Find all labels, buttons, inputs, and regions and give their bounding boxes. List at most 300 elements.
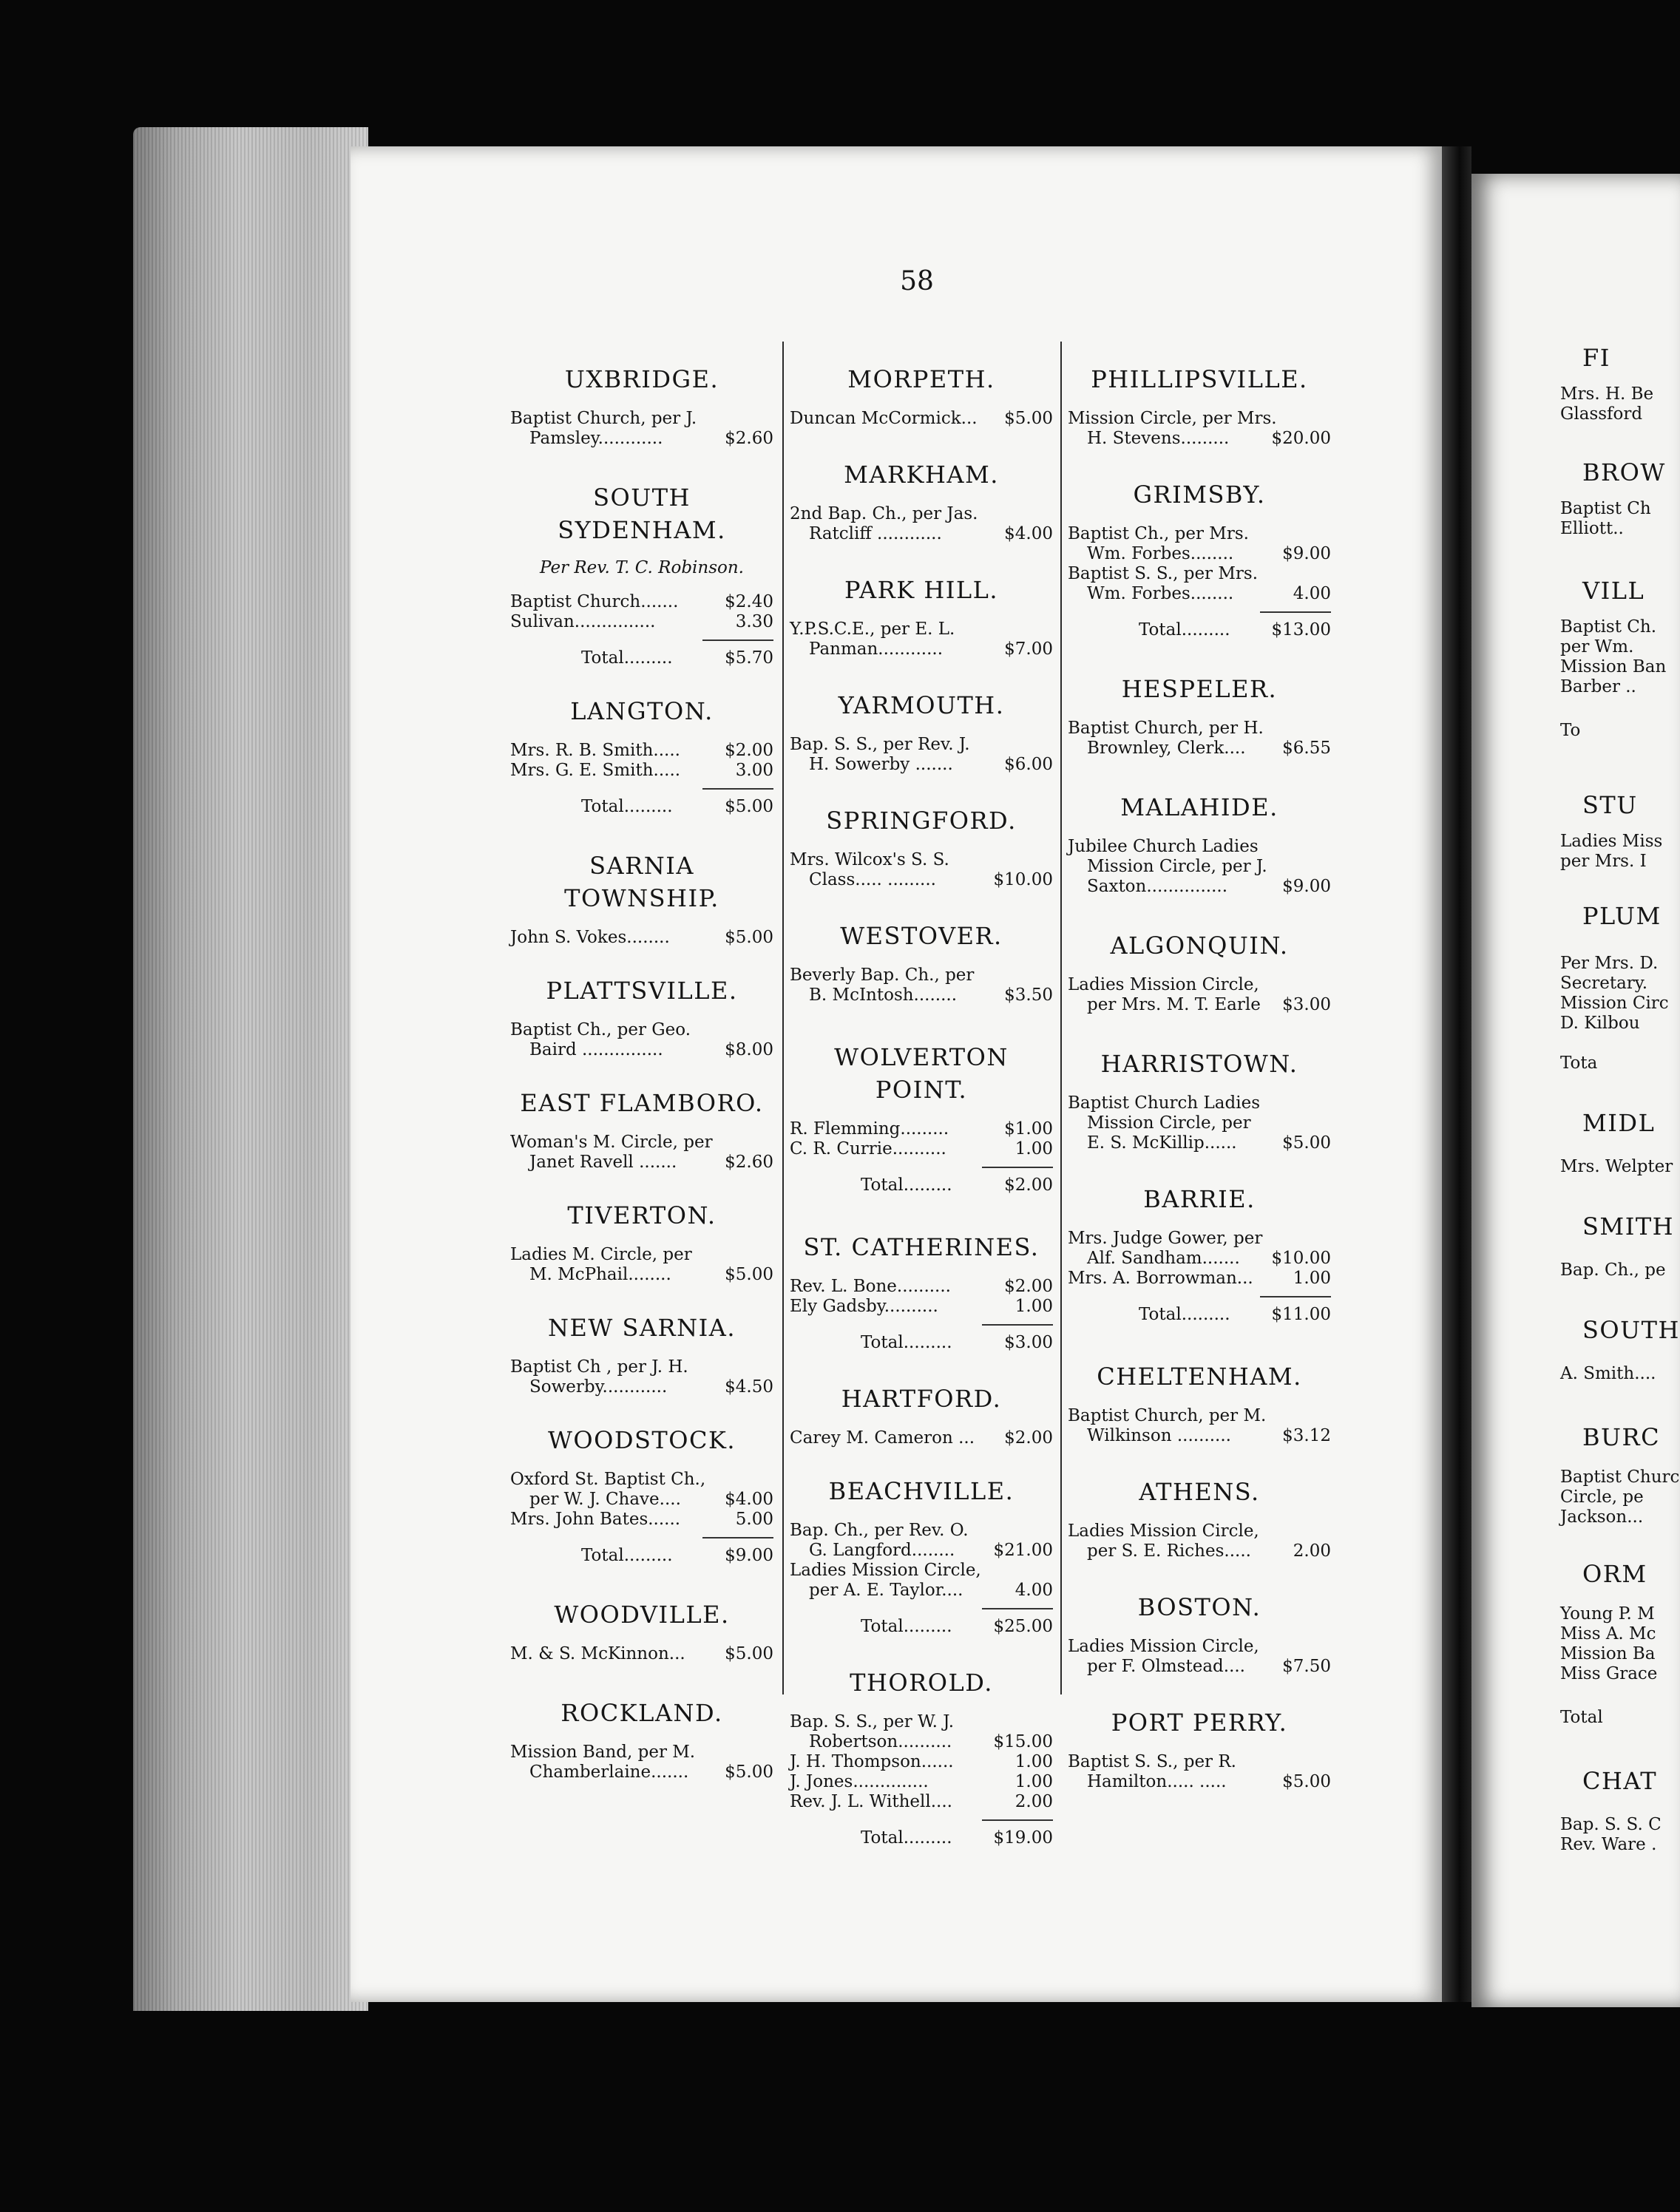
contribution-entry (510, 409, 773, 449)
contributor-line: Bap. S. S., per W. J. (790, 1712, 955, 1731)
facing-line: Bap. Ch., pe (1560, 1261, 1666, 1280)
contribution-entry (510, 1644, 773, 1664)
facing-line: per Mrs. I (1560, 852, 1647, 871)
section-heading: PARK HILL. (844, 576, 999, 604)
section-yarmouth (790, 689, 1053, 775)
contributor-line: Ladies Mission Circle, (1068, 975, 1259, 994)
contributor-line: Ladies Mission Circle, (1068, 1521, 1259, 1541)
facing-page (1471, 174, 1680, 2007)
section-hespeler (1068, 673, 1331, 759)
contribution-amount: 1.00 (1293, 1269, 1331, 1288)
contribution-entry (790, 504, 1053, 544)
contribution-amount: $3.50 (1004, 985, 1053, 1005)
contribution-entry (1068, 1752, 1331, 1792)
facing-line: Mission Circ (1560, 994, 1669, 1013)
section-heading: SARNIA TOWNSHIP. (564, 852, 719, 912)
contribution-amount: $21.00 (993, 1541, 1053, 1560)
contribution-amount: $1.00 (1004, 1119, 1053, 1139)
contributor-line: Baptist S. S., per R. (1068, 1752, 1236, 1771)
contribution-amount: $2.40 (725, 592, 773, 611)
section-total (790, 1617, 1053, 1637)
section-heading: PLATTSVILLE. (546, 977, 738, 1005)
section-total (510, 648, 773, 668)
facing-line: Ladies Miss (1560, 832, 1663, 851)
contribution-amount: $15.00 (993, 1732, 1053, 1751)
contributor-name (510, 761, 773, 781)
section-grimsby (1068, 478, 1331, 640)
contributor-line: Duncan McCormick... (790, 409, 978, 428)
contribution-amount: $2.00 (1004, 1277, 1053, 1296)
total-label: Total......... (861, 1828, 952, 1848)
section-springford (790, 804, 1053, 890)
contributor-line: Jubilee Church Ladies (1068, 837, 1259, 856)
contributor-line: Bap. S. S., per Rev. J. (790, 735, 970, 754)
contributor-line: Mrs. Wilcox's S. S. (790, 850, 949, 869)
contributor-line: per A. E. Taylor.... (809, 1581, 963, 1600)
section-morpeth (790, 363, 1053, 429)
contribution-entry (1068, 719, 1331, 759)
contribution-entry (790, 1752, 1053, 1772)
section-heading: HARRISTOWN. (1100, 1050, 1298, 1078)
contributor-name (790, 1139, 1053, 1159)
contributor-line: per F. Olmstead.... (1087, 1657, 1245, 1676)
contributor-line: Baptist Ch , per J. H. (510, 1357, 688, 1377)
contributor-line: Wilkinson .......... (1087, 1426, 1231, 1445)
contributor-name (790, 1772, 1053, 1792)
contribution-entry (1068, 409, 1331, 449)
contributor-line: E. S. McKillip...... (1087, 1133, 1237, 1153)
contribution-entry (510, 1357, 773, 1397)
contributor-line: Rev. J. L. Withell.... (790, 1792, 952, 1811)
contributor-line: J. Jones.............. (790, 1772, 929, 1791)
section-heading: EAST FLAMBORO. (520, 1089, 764, 1117)
contribution-amount: $2.60 (725, 1153, 773, 1172)
contribution-amount: $3.00 (1282, 995, 1331, 1014)
contribution-entry (790, 1428, 1053, 1448)
contribution-entry (790, 1792, 1053, 1812)
contribution-amount: 2.00 (1293, 1541, 1331, 1561)
contributor-line: Bap. Ch., per Rev. O. (790, 1521, 969, 1540)
contribution-entry (1068, 1521, 1331, 1561)
section-south-sydenham (510, 481, 773, 668)
contribution-entry (510, 761, 773, 781)
contributor-line: Baptist Ch., per Mrs. (1068, 524, 1249, 543)
contribution-amount: 2.00 (1015, 1792, 1053, 1811)
contributor-line: Baptist Church Ladies (1068, 1093, 1260, 1113)
total-label: Total......... (581, 648, 673, 668)
contribution-amount: $8.00 (725, 1040, 773, 1059)
section-tiverton (510, 1199, 773, 1285)
section-markham (790, 458, 1053, 544)
contributor-name (790, 1792, 1053, 1812)
total-label: Total......... (861, 1617, 952, 1636)
contribution-amount: 1.00 (1015, 1772, 1053, 1791)
contributor-name (510, 612, 773, 632)
contribution-entry (790, 966, 1053, 1005)
facing-line: Per Mrs. D. (1560, 954, 1659, 973)
column-rule (1060, 342, 1062, 1694)
contributor-line: M. & S. McKinnon... (510, 1644, 685, 1663)
contribution-amount: $5.00 (1004, 409, 1053, 428)
contribution-entry (510, 1133, 773, 1173)
contributor-line: Ely Gadsby.......... (790, 1297, 938, 1316)
contributor-line: Ladies Mission Circle, (1068, 1637, 1259, 1656)
contribution-amount: $2.00 (1004, 1428, 1053, 1448)
section-heading: YARMOUTH. (838, 691, 1005, 719)
section-total (1068, 1305, 1331, 1325)
contribution-amount: $6.55 (1282, 739, 1331, 758)
contribution-amount: $4.00 (1004, 524, 1053, 543)
contributor-line: Oxford St. Baptist Ch., (510, 1470, 706, 1489)
contributor-name (1068, 1269, 1331, 1289)
contributor-line: Baptist Church, per H. (1068, 719, 1264, 738)
total-amount: $5.70 (725, 648, 773, 668)
contributor-line: Class..... ......... (809, 870, 936, 889)
contributor-line: Baptist S. S., per Mrs. (1068, 564, 1259, 583)
facing-heading: SMITH (1582, 1212, 1675, 1241)
section-phillipsville (1068, 363, 1331, 449)
page-number: 58 (900, 266, 934, 296)
section-heading: MALAHIDE. (1120, 793, 1278, 821)
section-total (510, 797, 773, 817)
facing-heading: STU (1582, 791, 1638, 819)
section-heading: BARRIE. (1143, 1185, 1256, 1213)
section-heading: WOODVILLE. (554, 1601, 730, 1629)
contributor-line: Mrs. R. B. Smith..... (510, 741, 680, 760)
section-heading: BEACHVILLE. (828, 1477, 1015, 1505)
contributor-name (1068, 1521, 1331, 1561)
contributor-line: Mission Circle, per (1087, 1113, 1251, 1133)
total-amount: $13.00 (1271, 620, 1331, 639)
facing-line: Barber .. (1560, 677, 1636, 696)
section-heading: MARKHAM. (844, 461, 999, 489)
facing-line: Glassford (1560, 404, 1643, 424)
contributor-line: Y.P.S.C.E., per E. L. (790, 620, 955, 639)
total-label: Total......... (581, 1546, 673, 1565)
contributor-line: Alf. Sandham....... (1087, 1249, 1240, 1268)
contribution-amount: 3.00 (735, 761, 773, 780)
contributor-line: Mission Band, per M. (510, 1743, 696, 1762)
contributor-line: Janet Ravell ....... (529, 1153, 677, 1172)
facing-line: Mrs. H. Be (1560, 384, 1654, 404)
facing-heading: CHAT (1582, 1767, 1658, 1795)
section-heading: HESPELER. (1121, 675, 1278, 703)
section-malahide (1068, 791, 1331, 897)
section-westover (790, 920, 1053, 1005)
contribution-amount: $7.50 (1282, 1657, 1331, 1676)
section-note: Per Rev. T. C. Robinson. (540, 558, 744, 577)
contribution-entry (790, 1119, 1053, 1139)
facing-heading: PLUM (1582, 902, 1662, 930)
section-woodstock (510, 1424, 773, 1566)
contribution-entry (510, 1245, 773, 1285)
total-label: Total......... (1139, 620, 1230, 639)
contribution-amount: $5.00 (725, 928, 773, 947)
contribution-entry (1068, 1093, 1331, 1153)
contributor-name (1068, 564, 1331, 604)
facing-line: Jackson... (1560, 1507, 1644, 1527)
total-amount: $25.00 (993, 1617, 1053, 1636)
contributor-line: Ladies M. Circle, per (510, 1245, 692, 1264)
contribution-entry (1068, 1229, 1331, 1269)
facing-heading: BURC (1582, 1423, 1661, 1451)
facing-line: Tota (1560, 1054, 1598, 1073)
facing-line: Mission Ba (1560, 1644, 1656, 1663)
section-park-hill (790, 574, 1053, 659)
contribution-entry (790, 1561, 1053, 1601)
contributor-line: Baird ............... (529, 1040, 663, 1059)
section-st-catherines (790, 1231, 1053, 1353)
section-cheltenham (1068, 1360, 1331, 1446)
contribution-entry (1068, 1406, 1331, 1446)
contributor-line: H. Sowerby ....... (809, 755, 953, 774)
contribution-entry (510, 928, 773, 948)
contributor-line: per S. E. Riches..... (1087, 1541, 1251, 1561)
section-total (1068, 620, 1331, 640)
contributor-line: Mrs. A. Borrowman... (1068, 1269, 1253, 1288)
contribution-entry (790, 409, 1053, 429)
facing-line: Mrs. Welpter (1560, 1157, 1673, 1176)
contributor-line: Sowerby............ (529, 1377, 668, 1397)
contribution-amount: $2.60 (725, 429, 773, 448)
contribution-entry (790, 1521, 1053, 1561)
facing-heading: BROW (1582, 458, 1666, 486)
contribution-entry (1068, 975, 1331, 1015)
contributor-line: Mission Circle, per Mrs. (1068, 409, 1277, 428)
section-heading: WOLVERTON POINT. (834, 1043, 1009, 1104)
section-heading: WOODSTOCK. (547, 1426, 736, 1454)
facing-heading: ORM (1582, 1560, 1647, 1588)
contribution-entry (1068, 1637, 1331, 1677)
section-heading: LANGTON. (570, 697, 714, 725)
section-rockland (510, 1697, 773, 1782)
section-total (790, 1175, 1053, 1195)
section-heading: NEW SARNIA. (548, 1314, 736, 1342)
contribution-amount: $5.00 (1282, 1133, 1331, 1153)
contributor-line: M. McPhail........ (529, 1265, 671, 1284)
facing-line: Secretary. (1560, 974, 1648, 993)
column-rule (782, 342, 784, 1694)
contributor-name (790, 1561, 1053, 1601)
contributor-line: Ratcliff ............ (809, 524, 942, 543)
contribution-entry (1068, 837, 1331, 897)
section-hartford (790, 1382, 1053, 1448)
facing-line: D. Kilbou (1560, 1014, 1640, 1033)
contribution-amount: $3.12 (1282, 1426, 1331, 1445)
facing-line: Baptist Ch. (1560, 617, 1657, 637)
section-total (510, 1546, 773, 1566)
contribution-entry (510, 741, 773, 761)
section-heading: ST. CATHERINES. (803, 1233, 1040, 1261)
contributor-line: 2nd Bap. Ch., per Jas. (790, 504, 978, 523)
contributor-line: Carey M. Cameron ... (790, 1428, 975, 1448)
contribution-amount: $2.00 (725, 741, 773, 760)
facing-heading: FI (1582, 344, 1610, 372)
section-heading: SPRINGFORD. (826, 807, 1017, 835)
contributor-line: Mission Circle, per J. (1087, 857, 1267, 876)
total-label: Total......... (1139, 1305, 1230, 1324)
contribution-amount: 4.00 (1293, 584, 1331, 603)
total-amount: $5.00 (725, 797, 773, 816)
contribution-amount: $4.50 (725, 1377, 773, 1397)
contributor-line: Baptist Church, per M. (1068, 1406, 1267, 1425)
facing-heading: VILL (1582, 577, 1645, 605)
contributor-line: Wm. Forbes........ (1087, 584, 1234, 603)
contributor-line: H. Stevens......... (1087, 429, 1230, 448)
facing-heading: MIDL (1582, 1109, 1656, 1137)
facing-line: Baptist Churc (1560, 1468, 1680, 1487)
contributor-line: Pamsley............ (529, 429, 663, 448)
column-2 (790, 336, 1053, 1848)
section-heading: GRIMSBY. (1133, 481, 1266, 509)
section-boston (1068, 1591, 1331, 1677)
contributor-line: G. Langford........ (809, 1541, 955, 1560)
contribution-entry (1068, 524, 1331, 564)
contribution-amount: 1.00 (1015, 1297, 1053, 1316)
contribution-amount: $10.00 (993, 870, 1053, 889)
contributor-line: Baptist Ch., per Geo. (510, 1020, 691, 1039)
section-heading: UXBRIDGE. (564, 365, 719, 393)
section-heading: MORPETH. (847, 365, 995, 393)
contribution-amount: $5.00 (1282, 1772, 1331, 1791)
book-page-stack (133, 127, 368, 2011)
facing-line: To (1560, 721, 1581, 740)
contributor-line: Wm. Forbes........ (1087, 544, 1234, 563)
section-barrie (1068, 1183, 1331, 1325)
contributor-line: J. H. Thompson...... (790, 1752, 954, 1771)
contribution-amount: $6.00 (1004, 755, 1053, 774)
section-heading: SOUTH SYDENHAM. (558, 484, 726, 544)
contributor-line: Baptist Church, per J. (510, 409, 697, 428)
section-langton (510, 695, 773, 817)
section-total (790, 1828, 1053, 1848)
contributor-name (510, 1510, 773, 1530)
contributor-name (790, 1752, 1053, 1772)
contributor-line: Woman's M. Circle, per (510, 1133, 713, 1152)
contribution-entry (790, 735, 1053, 775)
section-heading: ATHENS. (1139, 1478, 1260, 1506)
contribution-amount: $7.00 (1004, 639, 1053, 659)
facing-line: Baptist Ch (1560, 499, 1651, 518)
total-amount: $2.00 (1004, 1175, 1053, 1195)
facing-line: A. Smith.... (1560, 1364, 1656, 1383)
contribution-amount: 3.30 (735, 612, 773, 631)
contribution-entry (510, 612, 773, 632)
section-athens (1068, 1476, 1331, 1561)
contribution-entry (790, 1297, 1053, 1317)
section-harristown (1068, 1048, 1331, 1153)
total-label: Total......... (861, 1175, 952, 1195)
contributor-line: Mrs. Judge Gower, per (1068, 1229, 1263, 1248)
contributor-line: Ladies Mission Circle, (790, 1561, 981, 1580)
contributor-line: Hamilton..... ..... (1087, 1772, 1227, 1791)
facing-line: Total (1560, 1708, 1603, 1727)
contribution-entry (510, 1470, 773, 1510)
section-thorold (790, 1666, 1053, 1848)
contributor-line: Saxton............... (1087, 877, 1228, 896)
contribution-entry (790, 1139, 1053, 1159)
contributor-line: Beverly Bap. Ch., per (790, 966, 975, 985)
contribution-entry (510, 592, 773, 612)
total-amount: $11.00 (1271, 1305, 1331, 1324)
section-total (790, 1333, 1053, 1353)
facing-line: Miss A. Mc (1560, 1624, 1656, 1643)
contributor-line: Chamberlaine....... (529, 1763, 689, 1782)
facing-line: Elliott.. (1560, 519, 1624, 538)
section-heading: THOROLD. (850, 1669, 993, 1697)
contributor-line: Baptist Church....... (510, 592, 679, 611)
total-amount: $9.00 (725, 1546, 773, 1565)
contribution-amount: $4.00 (725, 1490, 773, 1509)
contribution-amount: $5.00 (725, 1644, 773, 1663)
contributor-line: B. McIntosh........ (809, 985, 958, 1005)
facing-line: Miss Grace (1560, 1664, 1658, 1683)
contributor-line: Rev. L. Bone.......... (790, 1277, 951, 1296)
contribution-entry (790, 850, 1053, 890)
contribution-amount: $5.00 (725, 1265, 773, 1284)
facing-line: per Wm. (1560, 637, 1634, 657)
contribution-entry (790, 1772, 1053, 1792)
facing-line: Young P. M (1560, 1604, 1655, 1624)
facing-line: Bap. S. S. C (1560, 1815, 1662, 1834)
total-amount: $3.00 (1004, 1333, 1053, 1352)
contribution-entry (510, 1020, 773, 1060)
contributor-line: per W. J. Chave.... (529, 1490, 681, 1509)
section-heading: WESTOVER. (840, 922, 1003, 950)
section-heading: HARTFORD. (841, 1385, 1002, 1413)
section-heading: ALGONQUIN. (1110, 932, 1289, 960)
contribution-entry (790, 1712, 1053, 1752)
facing-line: Rev. Ware . (1560, 1835, 1657, 1854)
total-label: Total......... (861, 1333, 952, 1352)
contributor-line: Mrs. John Bates...... (510, 1510, 681, 1529)
contribution-entry (790, 620, 1053, 659)
total-label: Total......... (581, 797, 673, 816)
section-plattsville (510, 974, 773, 1060)
section-algonquin (1068, 929, 1331, 1015)
facing-line: Circle, pe (1560, 1487, 1644, 1507)
contribution-amount: 4.00 (1015, 1581, 1053, 1600)
facing-heading: SOUTH (1582, 1316, 1680, 1344)
section-uxbridge (510, 363, 773, 449)
contribution-entry (790, 1277, 1053, 1297)
column-3 (1068, 336, 1331, 1792)
section-heading: PHILLIPSVILLE. (1091, 365, 1308, 393)
contributor-name (790, 1297, 1053, 1317)
section-new-sarnia (510, 1312, 773, 1397)
contribution-entry (1068, 1269, 1331, 1289)
book-gutter (1442, 146, 1471, 2002)
contributor-line: C. R. Currie.......... (790, 1139, 946, 1158)
contributor-line: Robertson.......... (809, 1732, 952, 1751)
section-east-flamboro (510, 1087, 773, 1173)
section-wolverton-point (790, 1041, 1053, 1195)
contribution-amount: $5.00 (725, 1763, 773, 1782)
contribution-amount: $9.00 (1282, 544, 1331, 563)
section-heading: CHELTENHAM. (1097, 1363, 1302, 1391)
contributor-line: R. Flemming......... (790, 1119, 949, 1139)
contributor-line: John S. Vokes........ (510, 928, 670, 947)
contribution-amount: 5.00 (735, 1510, 773, 1529)
total-amount: $19.00 (993, 1828, 1053, 1848)
facing-line: Mission Ban (1560, 657, 1667, 676)
contribution-amount: $9.00 (1282, 877, 1331, 896)
contribution-amount: 1.00 (1015, 1139, 1053, 1158)
contribution-entry (1068, 564, 1331, 604)
section-heading: PORT PERRY. (1111, 1709, 1288, 1737)
contributor-line: Mrs. G. E. Smith..... (510, 761, 681, 780)
contribution-entry (510, 1510, 773, 1530)
